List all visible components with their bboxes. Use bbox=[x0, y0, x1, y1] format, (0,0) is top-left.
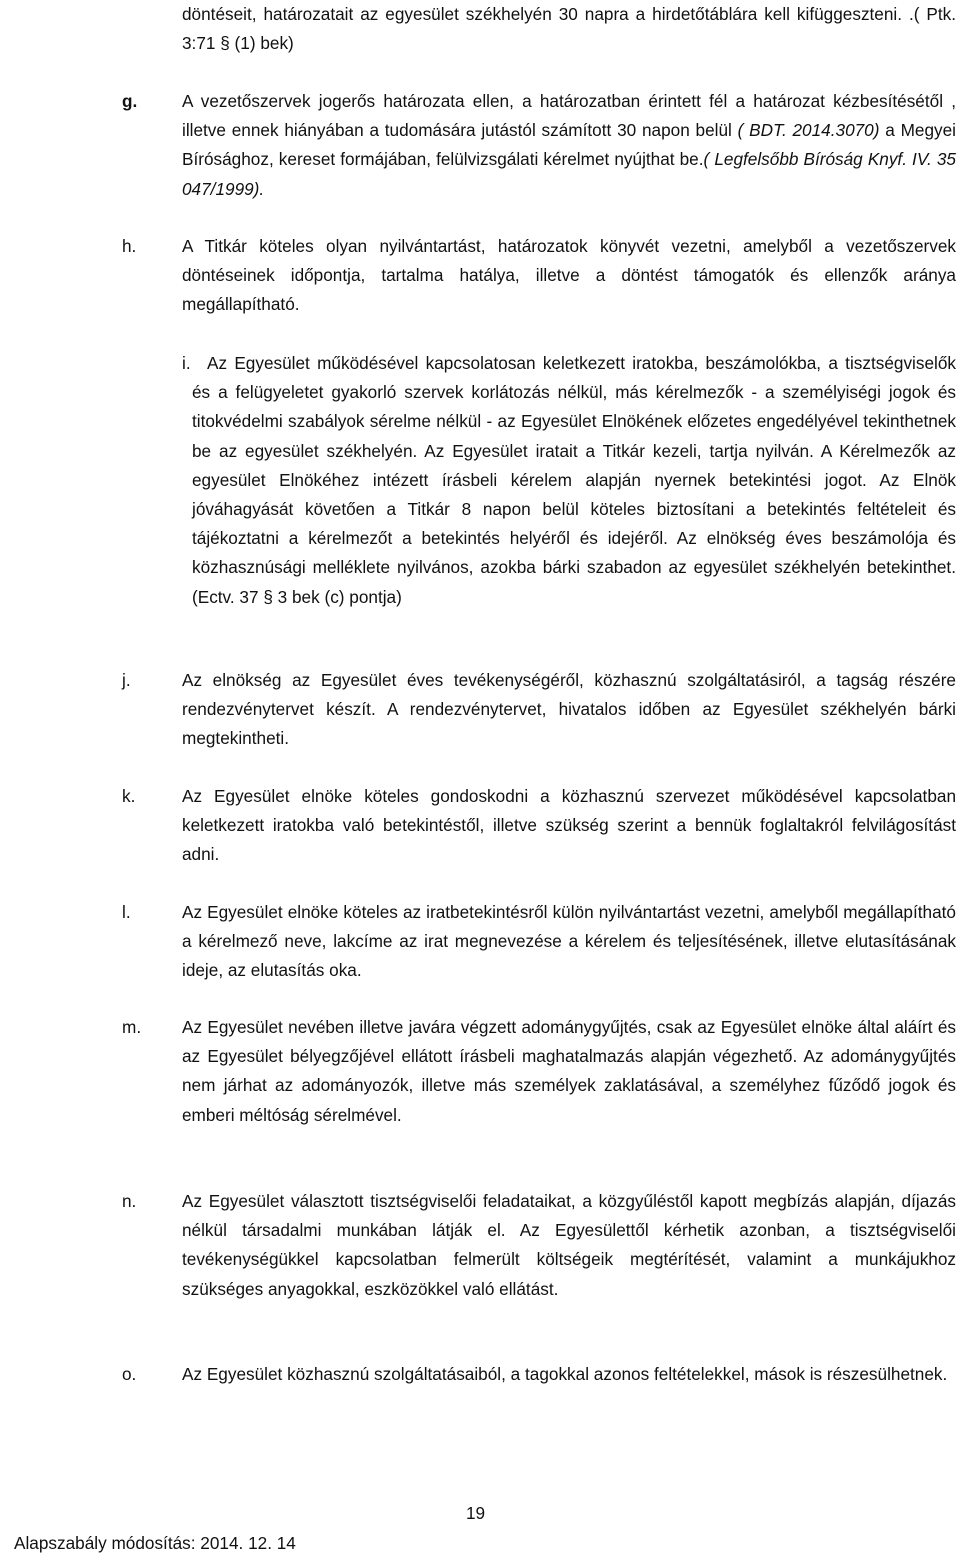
item-g-text-a: A vezetőszervek jogerős határozata ellen, a határozatban érintett fél a határozat kézbesítésétől , illetve ennek hiányában a tudomására jutástól számított 30 napon belül bbox=[182, 91, 956, 141]
item-g-text bbox=[182, 87, 956, 204]
item-g-citation-2: ( Legfelsőbb Bíróság Knyf. IV. 35 047/1999). bbox=[182, 149, 956, 199]
footer-text: Alapszabály módosítás: 2014. 12. 14 bbox=[14, 1533, 296, 1553]
item-g-citation-1: ( BDT. 2014.3070) bbox=[737, 120, 880, 141]
item-g-text-b: a Megyei Bírósághoz, kereset formájában, felülvizsgálati kérelmet nyújthat be. bbox=[182, 120, 956, 170]
item-k-text: Az Egyesület elnöke köteles gondoskodni a közhasznú szervezet működésével kapcsolatban keletkezett iratokba való betekintéstől, illetve szükség szerint a bennük foglaltakról felvilágosítást adni. bbox=[182, 786, 956, 865]
item-marker-j: j. bbox=[122, 670, 131, 690]
item-marker-m: m. bbox=[122, 1017, 142, 1037]
item-marker-h: h. bbox=[122, 236, 137, 256]
item-l-text: Az Egyesület elnöke köteles az iratbetekintésről külön nyilvántartást vezetni, amelyből megállapítható a kérelmező neve, lakcíme az irat megnevezése a kérelem és teljesítésének, illetve elutasításának ideje, az elutasítás oka. bbox=[182, 902, 956, 981]
item-marker-g: g. bbox=[122, 91, 138, 111]
page-number: 19 bbox=[466, 1503, 486, 1523]
item-marker-n: n. bbox=[122, 1191, 137, 1211]
item-m-text: Az Egyesület nevében illetve javára végzett adománygyűjtés, csak az Egyesület elnöke által aláírt és az Egyesület bélyegzőjével ellátott írásbeli maghatalmazás alapján végezhető. Az adománygyűjtés nem járhat az adományozók, illetve más személyek zaklatásával, a személyhez fűződő jogok és emberi méltóság sérelmével. bbox=[182, 1017, 956, 1125]
item-marker-l: l. bbox=[122, 902, 131, 922]
item-h-text: A Titkár köteles olyan nyilvántartást, határozatok könyvét vezetni, amelyből a vezetőszervek döntéseinek időpontja, tartalma hatálya, illetve a döntést támogatók és ellenzők aránya megállapítható. bbox=[182, 236, 956, 315]
item-marker-i: i. bbox=[182, 353, 191, 373]
item-n-text: Az Egyesület választott tisztségviselői feladataikat, a közgyűléstől kapott megbízás alapján, díjazás nélkül társadalmi munkában látják el. Az Egyesülettől kérhetik azonban, a tisztségviselői tevékenységükkel kapcsolatban felmerült költségeik megtérítését, valamint a munkájukhoz szükséges anyagokkal, eszközökkel való ellátást. bbox=[182, 1191, 956, 1299]
item-i-text: Az Egyesület működésével kapcsolatosan keletkezett iratokba, beszámolókba, a tisztségviselők és a felügyeletet gyakorló szervek korlátozás nélkül, más kérelmezők - a személyiségi jogok és titokvédelmi szabályok sérelme nélkül - az Egyesület Elnökének előzetes engedélyével tekinthetnek be az egyesület székhelyén. Az Egyesület iratait a Titkár kezeli, tartja nyilván. A Kérelmezők az egyesület Elnökéhez intézett írásbeli kérelem alapján nyernek betekintési jogot. Az Elnök jóváhagyását követően a Titkár 8 napon belül köteles biztosítani a betekintés feltételeit és tájékoztatni a kérelmezőt a betekintés helyéről és idejéről. Az elnökség éves beszámolója és közhasznúsági melléklete nyilvános, azokba bárki szabadon az egyesület székhelyén betekinthet.(Ectv. 37 § 3 bek (c) pontja) bbox=[192, 353, 956, 607]
item-j-text: Az elnökség az Egyesület éves tevékenységéről, közhasznú szolgáltatásiról, a tagság részére rendezvénytervet készít. A rendezvénytervet, hivatalos időben az Egyesület székhelyén bárki megtekintheti. bbox=[182, 670, 956, 749]
item-o-text: Az Egyesület közhasznú szolgáltatásaiból, a tagokkal azonos feltételekkel, mások is részesülhetnek. bbox=[182, 1364, 948, 1384]
continuation-paragraph: döntéseit, határozatait az egyesület székhelyén 30 napra a hirdetőtáblára kell kifüggeszteni. .( Ptk. 3:71 § (1) bek) bbox=[182, 4, 956, 54]
item-marker-o: o. bbox=[122, 1364, 137, 1384]
item-marker-k: k. bbox=[122, 786, 136, 806]
